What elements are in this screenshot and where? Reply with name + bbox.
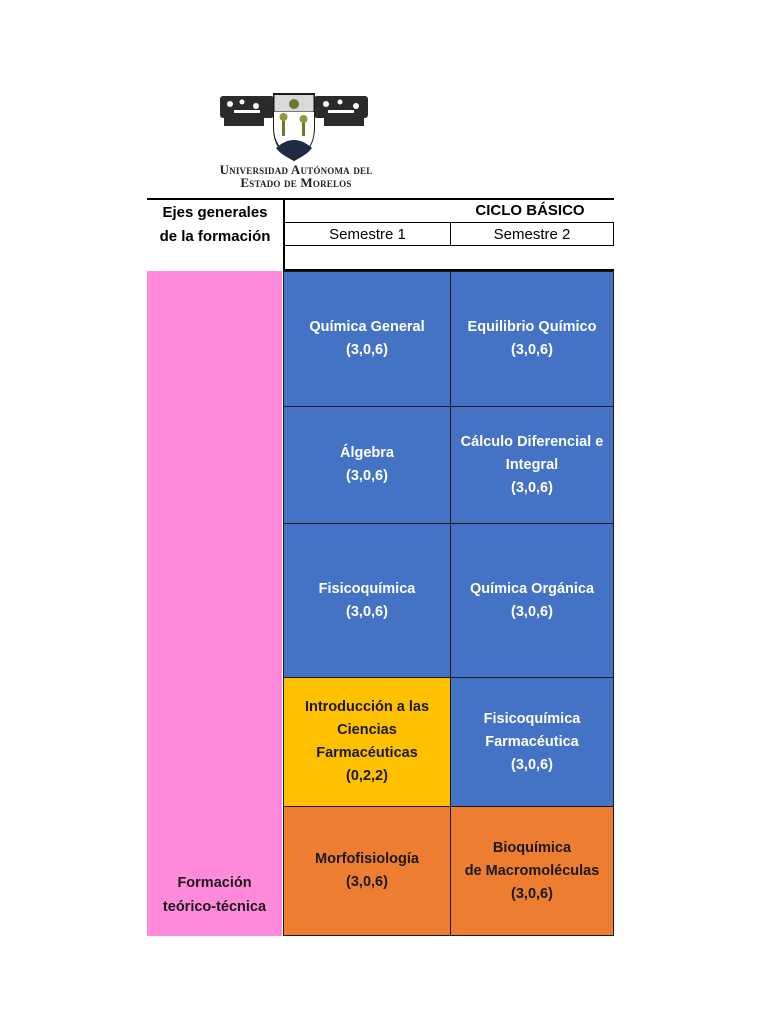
course-bioquimica-macromoleculas[interactable] xyxy=(450,806,614,936)
axis-label: Formación teórico-técnica xyxy=(162,875,267,915)
course-quimica-general[interactable] xyxy=(283,271,451,407)
course-name: Morfofisiología xyxy=(315,851,419,867)
course-quimica-organica[interactable] xyxy=(450,523,614,678)
university-seal-icon xyxy=(218,88,370,164)
course-calculo-diferencial-integral[interactable] xyxy=(450,406,614,524)
course-credits: (3,0,6) xyxy=(346,342,388,358)
course-name: Introducción a las Ciencias Farmacéuticas xyxy=(304,699,430,761)
axes-title-line2: de la formación xyxy=(159,228,271,245)
header-top-border xyxy=(147,198,614,200)
axis-column xyxy=(147,271,282,936)
course-morfofisiologia[interactable] xyxy=(283,806,451,936)
course-name: Equilibrio Químico xyxy=(467,319,597,335)
course-equilibrio-quimico[interactable] xyxy=(450,271,614,407)
axes-title xyxy=(147,201,283,249)
course-credits: (3,0,6) xyxy=(346,874,388,890)
course-name: Bioquímica de Macromoléculas xyxy=(464,839,600,879)
course-credits: (3,0,6) xyxy=(511,885,553,902)
course-name: Química Orgánica xyxy=(469,580,595,597)
semester-1-header: Semestre 1 xyxy=(329,226,406,243)
course-name: Química General xyxy=(309,319,425,335)
course-introduccion-ciencias-farmaceuticas[interactable] xyxy=(283,677,451,807)
course-name: Fisicoquímica Farmacéutica xyxy=(483,710,581,750)
university-name xyxy=(196,163,396,189)
header-right-border xyxy=(613,222,614,246)
axes-title-line1: Ejes generales xyxy=(162,204,268,221)
course-credits: (3,0,6) xyxy=(511,479,553,496)
course-fisicoquimica[interactable] xyxy=(283,523,451,678)
university-name-line1: Universidad Autónoma del xyxy=(219,162,373,177)
cycle-title: CICLO BÁSICO xyxy=(475,202,585,219)
course-credits: (3,0,6) xyxy=(511,603,553,620)
course-credits: (3,0,6) xyxy=(346,468,388,484)
course-credits: (0,2,2) xyxy=(346,768,388,784)
course-fisicoquimica-farmaceutica[interactable] xyxy=(450,677,614,807)
course-credits: (3,0,6) xyxy=(511,756,553,773)
university-name-line2: Estado de Morelos xyxy=(240,175,352,190)
course-credits: (3,0,6) xyxy=(511,342,553,358)
course-name: Fisicoquímica xyxy=(318,580,416,597)
course-credits: (3,0,6) xyxy=(346,603,388,620)
header-cycle-divider xyxy=(284,222,614,223)
course-algebra[interactable] xyxy=(283,406,451,524)
course-name: Cálculo Diferencial e Integral xyxy=(460,433,604,473)
course-name: Álgebra xyxy=(340,445,394,461)
semester-2-header: Semestre 2 xyxy=(493,226,571,243)
